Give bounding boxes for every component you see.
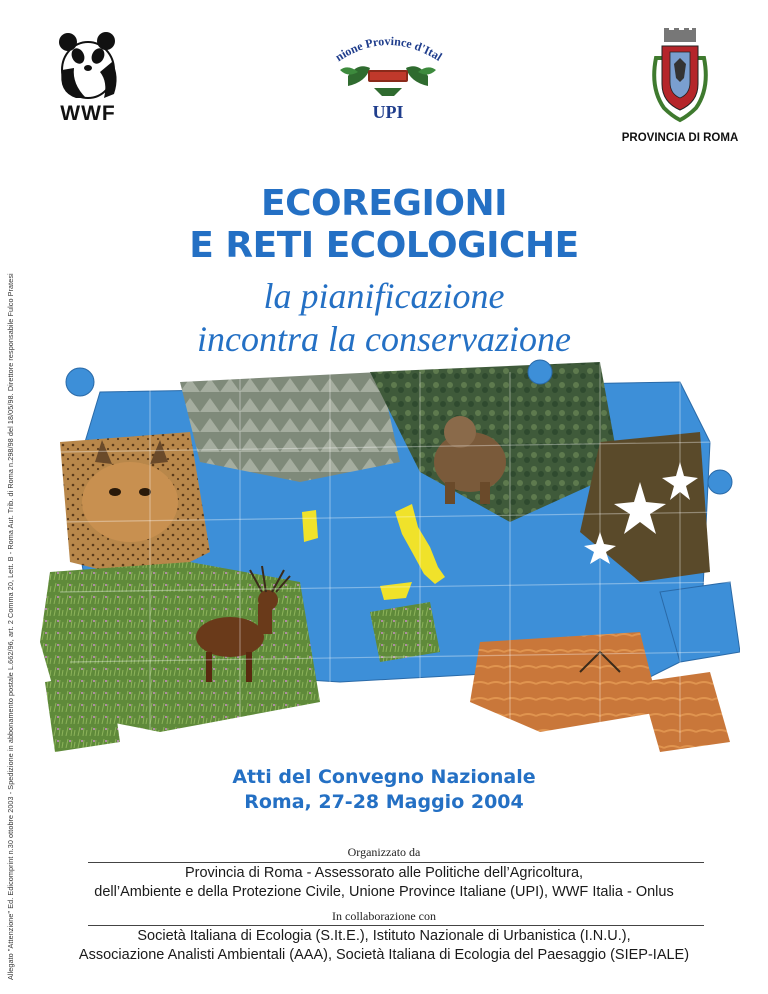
- collaborazione-line-1: Società Italiana di Ecologia (S.It.E.), Istituto Nazionale di Urbanistica (I.N.U.),: [137, 928, 631, 944]
- divider: [88, 862, 704, 863]
- wwf-wordmark: WWF: [60, 102, 116, 125]
- side-legal-note: Allegato "Attenzione" Ed. Edicomprint n.30 ottobre 2003 - Spedizione in abbonamento postale L.662/96, art. 2 Comma 20, Lett. B - Roma Aut. Trib. di Roma n.298/98 del 18/05/98. Direttore responsabile Fulco Pratesi: [6, 273, 15, 980]
- convegno-title: Atti del Convegno Nazionale: [232, 766, 536, 788]
- coat-of-arms-icon: [650, 28, 710, 128]
- organizzato-line-2: dell’Ambiente e della Protezione Civile, Unione Province Italiane (UPI), WWF Italia - Onlus: [94, 884, 674, 900]
- upi-logo: [318, 26, 458, 126]
- subtitle-line-2: incontra la conservazione: [197, 319, 571, 359]
- subtitle-line-1: la pianificazione: [263, 276, 505, 316]
- upi-wordmark: UPI: [372, 102, 404, 122]
- divider: [88, 925, 704, 926]
- panda-icon: [56, 32, 120, 100]
- upi-arc-text: nione Province d'Ital: [332, 33, 445, 65]
- collaborazione-label: In collaborazione con: [332, 909, 436, 923]
- svg-text:Unione Province d'Italia: [318, 26, 445, 64]
- title-line-1: ECOREGIONI: [261, 183, 507, 224]
- upi-emblem-icon: [318, 26, 458, 104]
- convegno-date: Roma, 27-28 Maggio 2004: [244, 791, 524, 813]
- collaborazione-line-2: Associazione Analisti Ambientali (AAA), Società Italiana di Ecologia del Paesaggio (SIEP-IALE): [78, 947, 690, 963]
- wwf-logo: [46, 32, 130, 124]
- organizzato-label: Organizzato da: [347, 845, 421, 859]
- organizzato-line-1: Provincia di Roma - Assessorato alle Politiche dell’Agricoltura,: [184, 865, 584, 881]
- provincia-roma-logo: [610, 28, 750, 148]
- puzzle-map-illustration: [40, 352, 740, 757]
- title-line-2: E RETI ECOLOGICHE: [189, 225, 579, 266]
- provincia-roma-text: PROVINCIA DI ROMA: [621, 132, 739, 144]
